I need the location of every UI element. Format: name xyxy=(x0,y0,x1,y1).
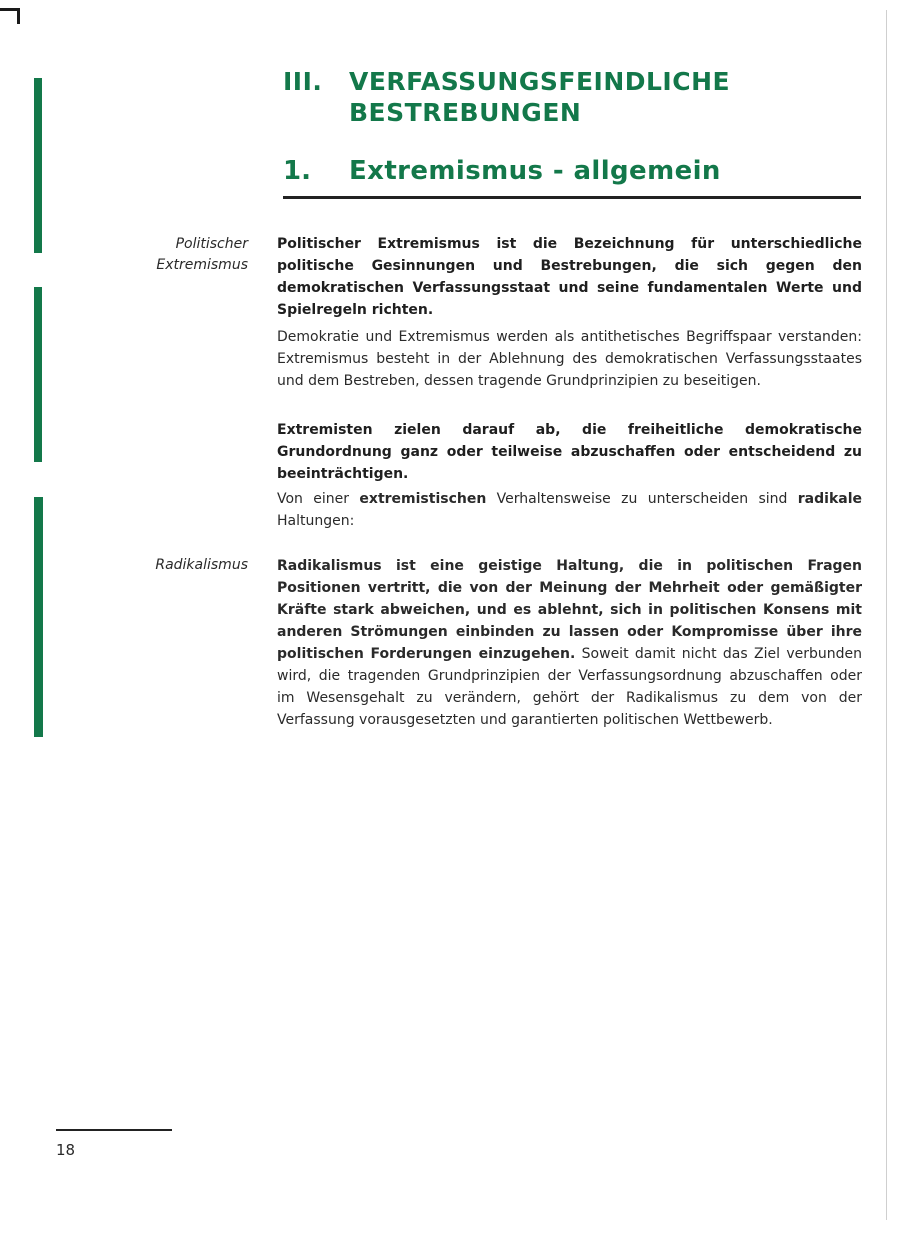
paragraph-definition-extremismus: Politischer Extremismus ist die Bezeichnung für unterschiedliche politische Gesinnungen und Bestrebungen, die sich gegen den demokratischen Verfassungsstaat und seine fundamentalen Werte und Spielregeln richten. xyxy=(277,236,862,318)
heading-rule xyxy=(283,196,861,199)
bold-definition-radikalismus: Radikalismus ist eine geistige Haltung, die in politischen Fragen Positionen vertritt, die von der Meinung der Mehrheit oder gemäßigter Kräfte stark abweichen, und es ablehnt, sich in politischen Konsens mit anderen Strömungen einbinden zu lassen oder Kompromisse über ihre politischen Forderungen einzugehen. xyxy=(277,558,862,662)
chapter-number: III. xyxy=(283,67,323,96)
paragraph-radikalismus xyxy=(277,555,862,731)
chapter-title: VERFASSUNGSFEINDLICHE BESTREBUNGEN xyxy=(349,67,731,127)
paragraph-extremisten-ziele: Extremisten zielen darauf ab, die freiheitliche demokratische Grundordnung ganz oder teilweise abzuschaffen oder entscheidend zu beeinträchtigen. xyxy=(277,422,862,482)
text-run: Haltungen: xyxy=(277,513,355,529)
text-run: Von einer xyxy=(277,491,360,507)
text-run: Soweit damit nicht das Ziel verbunden wird, die tragenden Grundprinzipien der Verfassungsordnung abzuschaffen oder im Wesensgehalt zu verändern, gehört der Radikalismus zu dem von der Verfassung vorausgesetzten und garantierten politischen Wettbewerb. xyxy=(277,646,862,728)
paragraph-unterscheidung xyxy=(277,488,862,532)
section-title: Extremismus - allgemein xyxy=(349,156,721,186)
page-number: 18 xyxy=(56,1141,76,1159)
bold-term-radikale: radikale xyxy=(797,491,862,507)
section-number: 1. xyxy=(283,156,311,186)
margin-bar-bottom xyxy=(34,497,43,737)
page-edge-line xyxy=(886,10,887,1220)
margin-bar-top xyxy=(34,78,42,253)
footer-rule xyxy=(56,1129,172,1131)
paragraph-demokratie-extremismus: Demokratie und Extremismus werden als antithetisches Begriffspaar verstanden: Extremismus besteht in der Ablehnung des demokratischen Verfassungsstaates und dem Bestreben, dessen tragende Grundprinzipien zu beseitigen. xyxy=(277,329,862,389)
margin-note-radikalismus: Radikalismus xyxy=(155,557,248,573)
margin-bar-middle xyxy=(34,287,42,462)
margin-note-politischer-extremismus: Politischer Extremismus xyxy=(156,236,248,273)
bold-term-extremistischen: extremistischen xyxy=(359,491,487,507)
crop-mark-vertical xyxy=(17,8,20,24)
text-run: Verhaltensweise zu unterscheiden sind xyxy=(486,491,798,507)
